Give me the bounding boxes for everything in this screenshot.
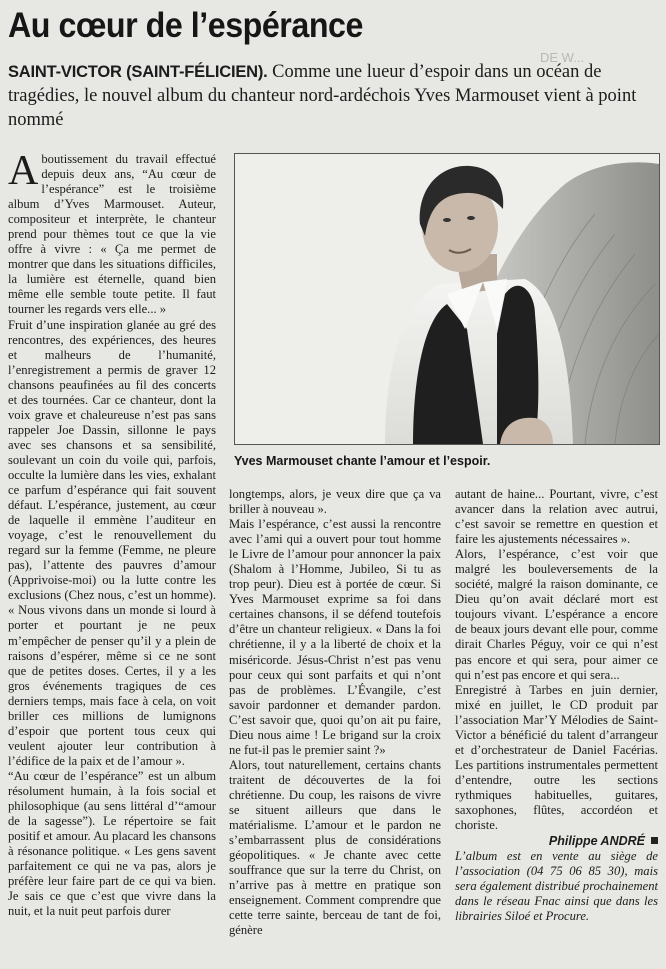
column-3 xyxy=(455,487,658,965)
photo-caption: Yves Marmouset chante l’amour et l’espoir. xyxy=(234,454,491,468)
singer-photo xyxy=(234,153,660,445)
singer-photo-illustration xyxy=(235,154,659,444)
paragraph: Alors, tout naturellement, certains chants traitent de découvertes de la foi chrétienne. Du coup, les raisons de vivre se situent ailleurs que dans le matérialisme. L’amour et le pardon ne s’embarrassent plus de considérations géopolitiques. « Je chante avec cette souffrance que sur la terre du Christ, on n’arrive pas à mettre en pratique son enseignement. Comment comprendre que cette terre sainte, berceau de tant de foi, génère xyxy=(229,757,441,938)
deck-text: Comme une lueur d’espoir dans un océan de tragédies, le nouvel album du chanteur nord-ardéchois Yves Marmouset vient à point nommé xyxy=(8,62,637,130)
paragraph: Mais l’espérance, c’est aussi la rencontre avec l’ami qui a ouvert pour tout homme le Livre de l’amour pour annoncer la paix (Shalom à l’Homme, Jubileo, Si tu as trop peur). Dieu est à portée de cœur. Si Yves Marmouset exprime sa foi dans certaines chansons, il se défend toutefois d’être un chanteur religieux. « Dans la foi chrétienne, il y a la liberté de choix et la miséricorde. Jésus-Christ n’est pas venu pour ceux qui sont parfaits et qui n’ont pas de problèmes. L’Évangile, c’est savoir pardonner et demander pardon. C’est savoir que, quoi qu’on ait pu faire, Dieu nous aime ! Le brigand sur la croix ne fut-il pas le premier saint ?» xyxy=(229,517,441,757)
sale-note: L’album est en vente au siège de l’association (04 75 06 85 30), mais sera également distribué prochainement dans le réseau Fnac ainsi que dans les librairies Siloé et Procure. xyxy=(455,849,658,924)
column-2 xyxy=(229,487,441,965)
byline: Philippe ANDRÉ xyxy=(455,834,658,849)
paragraph: Enregistré à Tarbes en juin dernier, mixé en juillet, le CD produit par l’association Mar’Y Mélodies de Saint-Victor a bénéficié du talent d’arrangeur et d’orchestrateur de Daniel Facérias. Les partitions instrumentales permettent d’entendre, outre les sections rythmiques habituelles, guitares, saxophones, flûtes, accordéon et choriste. xyxy=(455,682,658,833)
dropcap: A xyxy=(8,152,39,194)
deck xyxy=(8,60,658,132)
paragraph: Fruit d’une inspiration glanée au gré des rencontres, des expériences, des heures et malheurs de l’humanité, l’enregistrement a permis de graver 12 chansons peaufinées au fil des concerts et des tournées. Car ce chanteur, dont la voix grave et chaleureuse n’est pas sans rappeler Joe Dassin, sillonne le pays avec ses chansons et sa sensibilité, soulevant un coin du voile qui, parfois, occulte la lumière dans les vies, exhalant ce parfum d’espérance qui fait souvent défaut. L’espérance, justement, au cœur de laquelle il emmène l’auditeur en voyage, c’est le renouvellement du regard sur la femme (Femme, ne pleure pas), l’attente des pauvres d’amour (Apprivoise-moi) ou la lutte contre les exclusions (Chez nous, c’est un homme). « Nous vivons dans un monde si lourd à porter et pourtant je ne peux m’empêcher de penser qu’il y a plein de raisons d’espérer, même si ce ne sont que de petites doses. Certes, il y a les gros événements tragiques de ces derniers temps, mais face à cela, on voit briller ces millions de lumignons d’espoir que portent tous ceux qui veulent ajouter leur contribution à l’édifice de la paix et de l’amour ». xyxy=(8,317,216,768)
column-1 xyxy=(8,152,216,967)
headline: Au cœur de l’espérance xyxy=(8,6,363,45)
paragraph: longtemps, alors, je veux dire que ça va briller à nouveau ». xyxy=(229,487,441,517)
location-dateline: SAINT-VICTOR (SAINT-FÉLICIEN). xyxy=(8,63,268,81)
paragraph: Alors, l’espérance, c’est voir que malgré les bouleversements de la société, malgré la raison dominante, ce Dieu qu’on avait déclaré mort est toujours vivant. L’espérance a encore de beaux jours devant elle pour, comme dirait Charles Péguy, voir ce qui n’est pas encore et qui sera, pour aimer ce qui n’est pas encore et qui sera... xyxy=(455,547,658,682)
end-square-icon xyxy=(651,837,658,844)
paragraph: autant de haine... Pourtant, vivre, c’est avancer dans la relation avec autrui, c’est savoir se remettre en question et faire les ajustements nécessaires ». xyxy=(455,487,658,547)
paragraph: “Au cœur de l’espérance” est un album résolument humain, à la fois social et philosophique (au sens littéral d’“amour de la sagesse”). Le répertoire se fait positif et amour. Au placard les chansons à résonance politique. « Les gens savent parfaitement ce qui ne va pas, alors je préfère leur faire part de ce qui va bien. Je sais ce que c’est que vivre dans la nuit, et la nuit peut parfois durer xyxy=(8,768,216,919)
paragraph: Aboutissement du travail effectué depuis deux ans, “Au cœur de l’espérance” est le troisième album d’Yves Marmouset. Auteur, compositeur et interprète, le chanteur prend pour thèmes tout ce que la vie offre à vivre : « Ça me permet de montrer que dans les situations difficiles, la lumière est éternelle, quand bien même elle semble toute petite. Il faut tourner les regards vers elle... » xyxy=(8,152,216,317)
background-column-fragment: DE W... xyxy=(540,50,585,65)
